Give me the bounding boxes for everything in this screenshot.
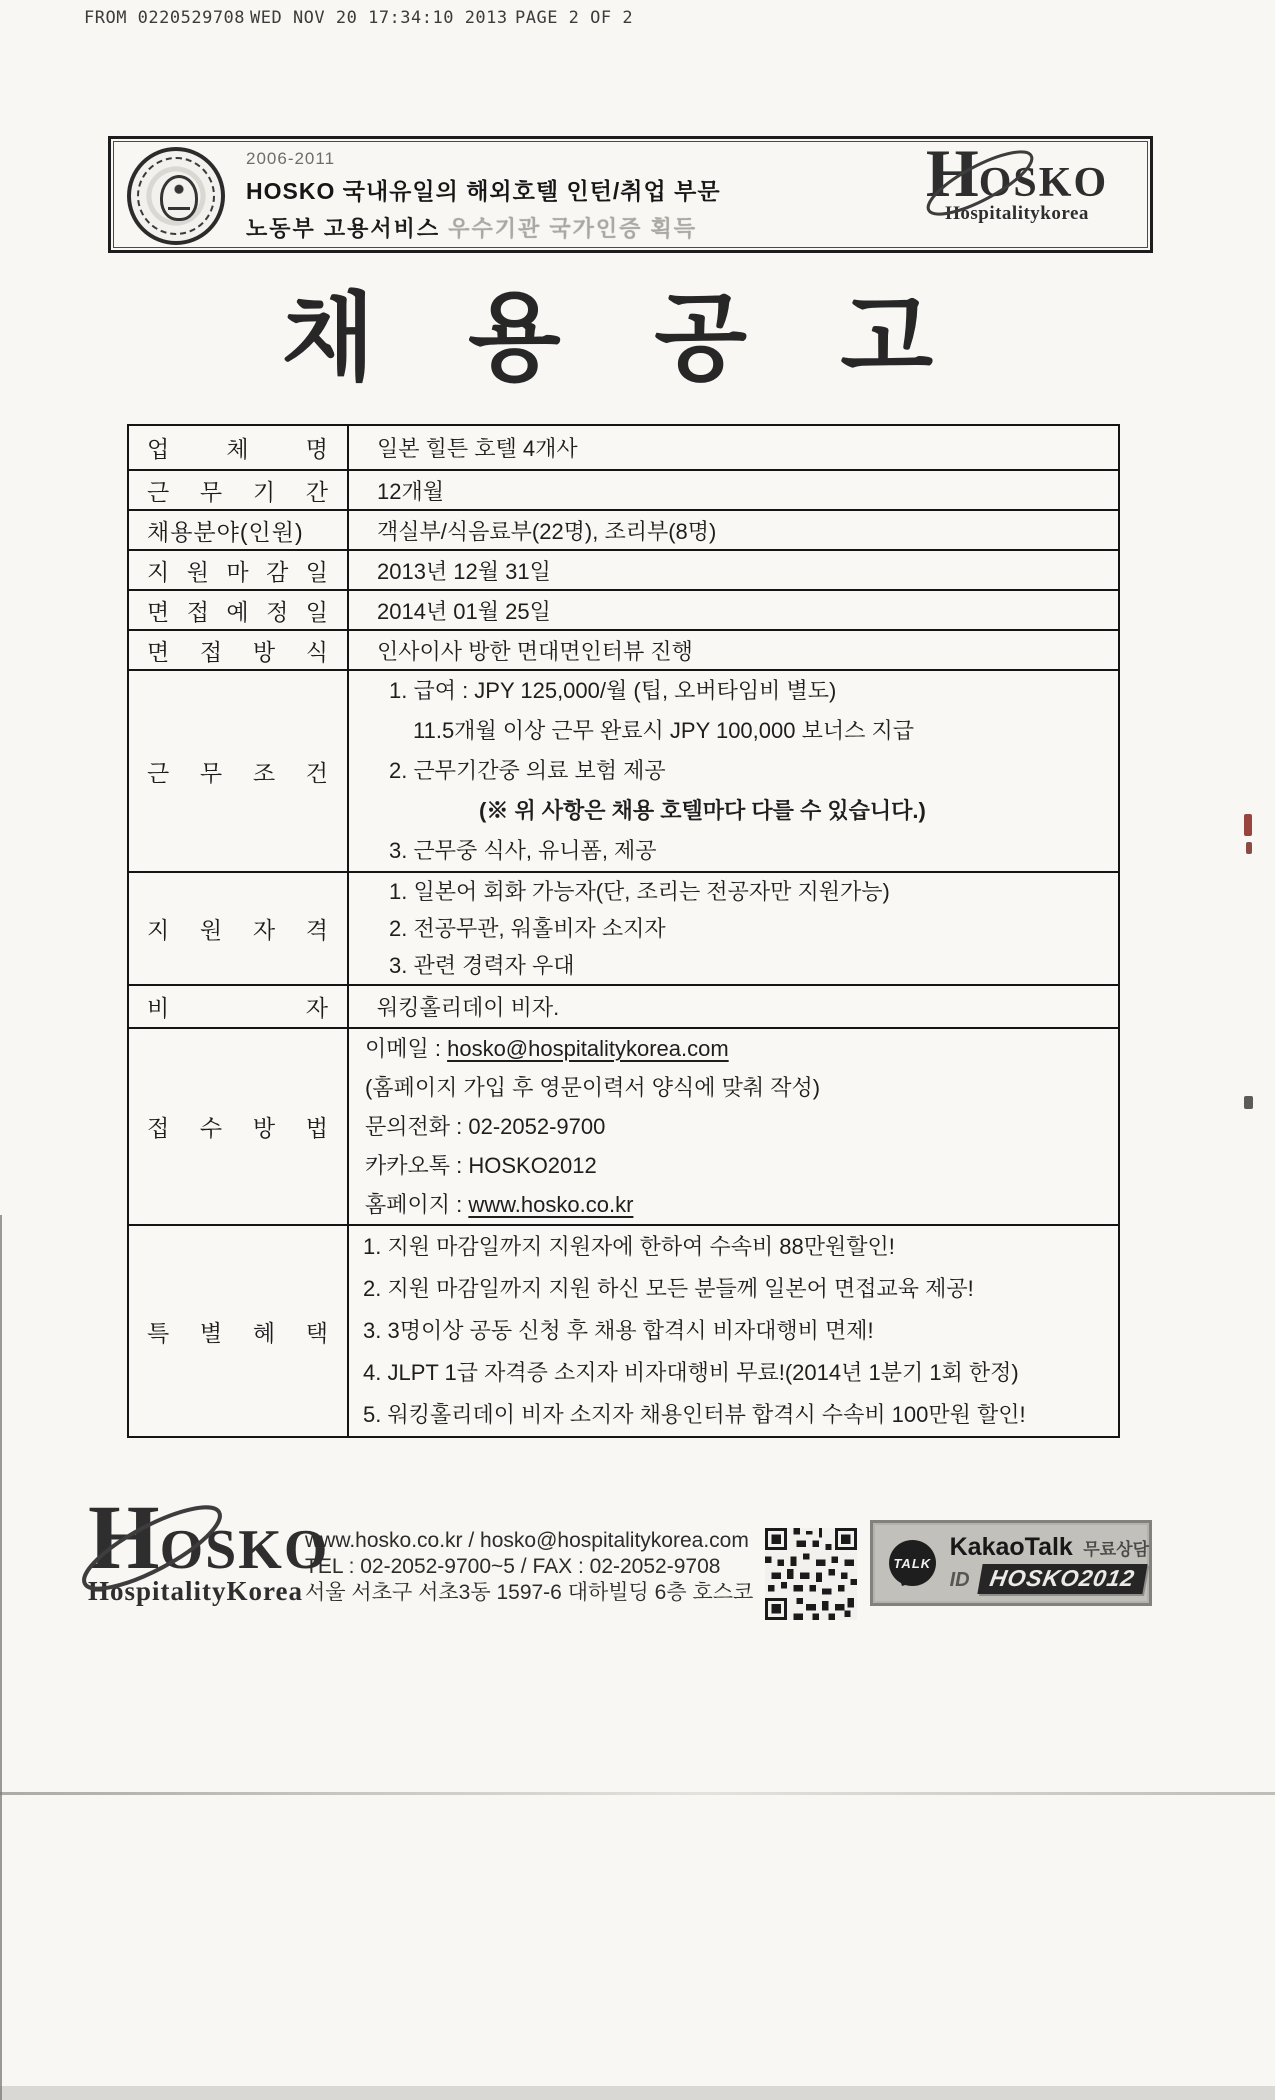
table-row-apply-method (129, 1027, 1118, 1224)
fax-from-number: FROM 0220529708 (84, 8, 246, 28)
scan-artifact (1244, 1096, 1253, 1109)
logo-letter-h: H (925, 135, 979, 211)
row-value (349, 1029, 1118, 1224)
table-row-benefits (129, 1224, 1118, 1436)
row-label (129, 591, 349, 629)
row-label-text: 접 수 방 법 (147, 1115, 329, 1141)
homepage-link[interactable]: www.hosko.co.kr (468, 1192, 634, 1217)
scan-bottom-band (0, 2086, 1275, 2100)
row-label (129, 1226, 349, 1436)
row-label-text: 근 무 기 간 (147, 478, 329, 505)
apply-homepage-label: 홈페이지 : (365, 1192, 469, 1217)
row-label (129, 551, 349, 589)
row-label-text: 지 원 마 감 일 (147, 558, 329, 585)
logo-subtitle: Hospitalitykorea (945, 203, 1089, 224)
apply-email-line (349, 1029, 1118, 1068)
letterhead-box (108, 136, 1153, 253)
scan-left-edge (0, 1215, 2, 2100)
condition-line: 2. 근무기간중 의료 보험 제공 (389, 758, 666, 783)
footer-tel-fax: TEL : 02-2052-9700~5 / FAX : 02-2052-9708 (305, 1555, 721, 1578)
footer-contact-block (305, 1528, 775, 1606)
kakaotalk-badge (870, 1520, 1152, 1606)
kakaotalk-service: 무료상담 (1083, 1539, 1149, 1559)
qualification-line: 2. 전공무관, 워홀비자 소지자 (389, 916, 666, 941)
row-label (129, 471, 349, 509)
row-label-text: 특 별 혜 택 (147, 1319, 329, 1346)
row-label-text: 면 접 예 정 일 (147, 598, 329, 625)
row-label (129, 426, 349, 469)
email-link[interactable]: hosko@hospitalitykorea.com (447, 1036, 729, 1061)
table-row-period (129, 469, 1118, 509)
row-label-text: 근 무 조 건 (147, 759, 329, 786)
job-posting-table (127, 424, 1120, 1438)
qualification-line: 3. 관련 경력자 우대 (389, 953, 575, 978)
letterhead-line1: HOSKO 국내유일의 해외호텔 인턴/취업 부문 (246, 178, 721, 204)
footer-web-email: www.hosko.co.kr / hosko@hospitalitykorea.com (305, 1529, 749, 1552)
bubble-text: TALK (893, 1555, 932, 1571)
apply-homepage-line (349, 1185, 1118, 1224)
benefit-line: 1. 지원 마감일까지 지원자에 한하여 수속비 88만원할인! (363, 1234, 895, 1259)
row-value: 인사이사 방한 면대면인터뷰 진행 (377, 638, 693, 664)
row-label (129, 511, 349, 549)
scan-artifact (1244, 814, 1252, 836)
table-row-visa (129, 984, 1118, 1027)
row-value: 워킹홀리데이 비자. (377, 995, 560, 1020)
row-value: 객실부/식음료부(22명), 조리부(8명) (377, 518, 717, 544)
benefit-line: 2. 지원 마감일까지 지원 하신 모든 분들께 일본어 면접교육 제공! (363, 1276, 974, 1301)
kakaotalk-id-value: HOSKO2012 (977, 1564, 1147, 1594)
row-label-text: 면 접 방 식 (147, 638, 329, 665)
row-value: 2013년 12월 31일 (377, 558, 551, 584)
apply-phone-line: 문의전화 : 02-2052-9700 (365, 1114, 606, 1139)
table-row-qualifications (129, 871, 1118, 984)
benefit-line: 3. 3명이상 공동 신청 후 채용 합격시 비자대행비 면제! (363, 1318, 874, 1343)
ministry-seal-icon (127, 147, 225, 245)
row-value: 일본 힐튼 호텔 4개사 (377, 436, 578, 461)
row-label (129, 986, 349, 1027)
row-label-text: 지 원 자 격 (147, 917, 329, 943)
condition-line: 1. 급여 : JPY 125,000/월 (팁, 오버타임비 별도) (389, 678, 837, 703)
fax-transmission-header (0, 8, 1275, 38)
kakaotalk-brand: KakaoTalk (949, 1532, 1073, 1561)
letterhead-line2-light: 우수기관 국가인증 획득 (448, 216, 698, 241)
condition-line: 11.5개월 이상 근무 완료시 JPY 100,000 보너스 지급 (413, 718, 914, 743)
condition-note-line: (※ 위 사항은 채용 호텔마다 다를 수 있습니다.) (479, 798, 926, 823)
row-label (129, 631, 349, 669)
letterhead-line2-dark: 노동부 고용서비스 (246, 216, 441, 241)
table-row-conditions (129, 669, 1118, 871)
apply-note-line: (홈페이지 가입 후 영문이력서 양식에 맞춰 작성) (365, 1075, 821, 1100)
row-value: 2014년 01월 25일 (377, 598, 551, 624)
page-title: 채 용 공 고 (281, 282, 964, 394)
row-value: 12개월 (377, 478, 444, 504)
benefit-line: 4. JLPT 1급 자격증 소지자 비자대행비 무료!(2014년 1분기 1회 한정) (363, 1360, 1019, 1385)
row-label-text: 채용분야(인원) (147, 518, 304, 545)
award-years: 2006-2011 (246, 149, 336, 168)
benefit-line: 5. 워킹홀리데이 비자 소지자 채용인터뷰 합격시 수속비 100만원 할인! (363, 1402, 1026, 1427)
letterhead-line2 (246, 212, 886, 243)
fax-page-number: PAGE 2 OF 2 (515, 8, 634, 28)
row-label-text: 비 자 (147, 995, 329, 1021)
table-row-deadline (129, 549, 1118, 589)
scan-fold-line (0, 1792, 1275, 1795)
qr-code-icon (765, 1528, 857, 1620)
fax-datetime: WED NOV 20 17:34:10 2013 (250, 8, 508, 28)
apply-email-label: 이메일 : (365, 1036, 448, 1061)
kakaotalk-bubble-icon (889, 1540, 936, 1586)
table-row-interview-date (129, 589, 1118, 629)
row-label-text: 업 체 명 (147, 436, 329, 462)
condition-line: 3. 근무중 식사, 유니폼, 제공 (389, 838, 657, 863)
letterhead-text (246, 149, 886, 243)
row-value (349, 1226, 1118, 1436)
row-label (129, 671, 349, 871)
table-row-interview-method (129, 629, 1118, 669)
footer-address: 서울 서초구 서초3동 1597-6 대하빌딩 6층 호스코 (305, 1581, 754, 1604)
kakaotalk-id-label: ID (949, 1568, 970, 1591)
scan-artifact (1246, 842, 1252, 854)
logo-letter-h: H (88, 1486, 160, 1588)
logo-subtitle: HospitalityKorea (88, 1576, 303, 1606)
logo-letters-osko: OSKO (978, 160, 1109, 206)
hosko-logo (902, 135, 1132, 225)
table-row-field (129, 509, 1118, 549)
kakaotalk-text (950, 1533, 1149, 1594)
logo-letters-osko: OSKO (159, 1519, 330, 1581)
table-row-company (129, 426, 1118, 469)
row-value (349, 873, 1118, 984)
qualification-line: 1. 일본어 회화 가능자(단, 조리는 전공자만 지원가능) (389, 879, 890, 904)
apply-kakao-line: 카카오톡 : HOSKO2012 (365, 1153, 597, 1178)
row-value (349, 671, 1118, 871)
row-label (129, 873, 349, 984)
row-label (129, 1029, 349, 1224)
